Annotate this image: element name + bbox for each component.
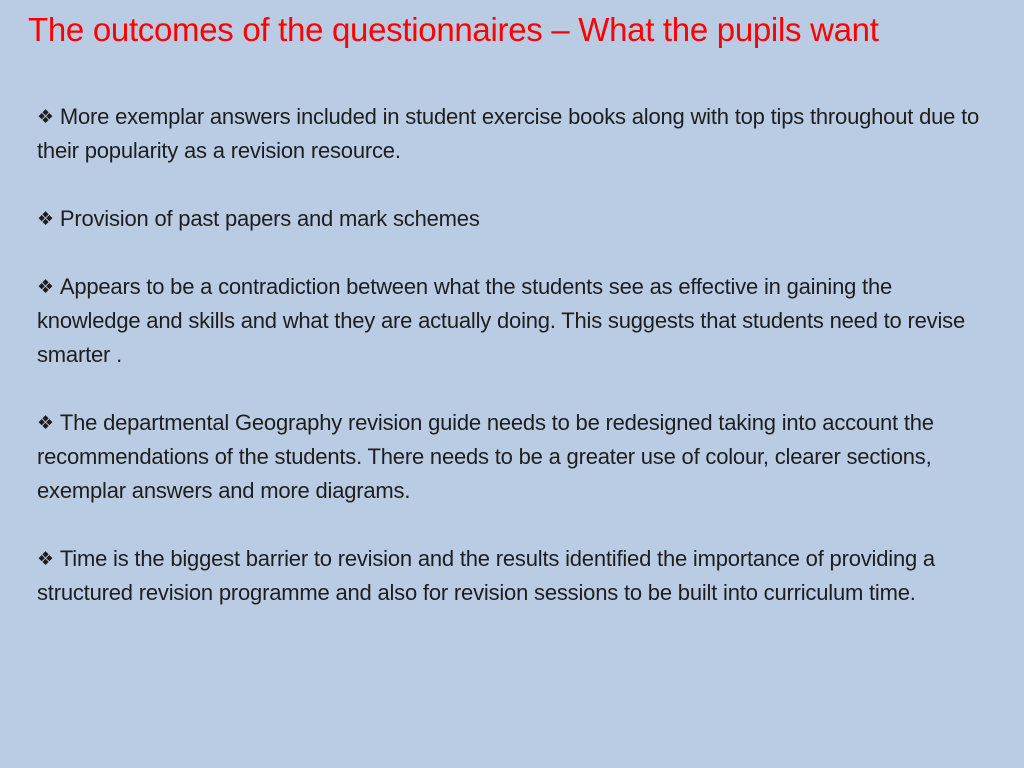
bullet-item-time-barrier [37, 542, 997, 610]
bullet-item-revision-guide [37, 406, 997, 508]
diamond-bullet-icon: ❖ [37, 412, 54, 434]
bullet-item-past-papers [37, 202, 997, 236]
bullet-text: Provision of past papers and mark schemes [59, 206, 480, 231]
bullet-text: The departmental Geography revision guide needs to be redesigned taking into account the recommendations of the students. There needs to be a greater use of colour, clearer sections, exemplar answers and more diagrams. [37, 410, 934, 503]
bullet-text: Appears to be a contradiction between what the students see as effective in gaining the knowledge and skills and what they are actually doing. This suggests that students need to revise smarter . [37, 274, 965, 367]
bullet-item-contradiction [37, 270, 997, 372]
diamond-bullet-icon: ❖ [37, 208, 54, 230]
bullet-text: Time is the biggest barrier to revision and the results identified the importance of providing a structured revision programme and also for revision sessions to be built into curriculum time. [37, 546, 935, 605]
bullet-list [37, 100, 997, 644]
slide-title: The outcomes of the questionnaires – What the pupils want [28, 11, 879, 48]
diamond-bullet-icon: ❖ [37, 106, 54, 128]
diamond-bullet-icon: ❖ [37, 548, 54, 570]
bullet-text: More exemplar answers included in student exercise books along with top tips throughout due to their popularity as a revision resource. [37, 104, 980, 163]
bullet-item-exemplar-answers [37, 100, 997, 168]
diamond-bullet-icon: ❖ [37, 276, 54, 298]
